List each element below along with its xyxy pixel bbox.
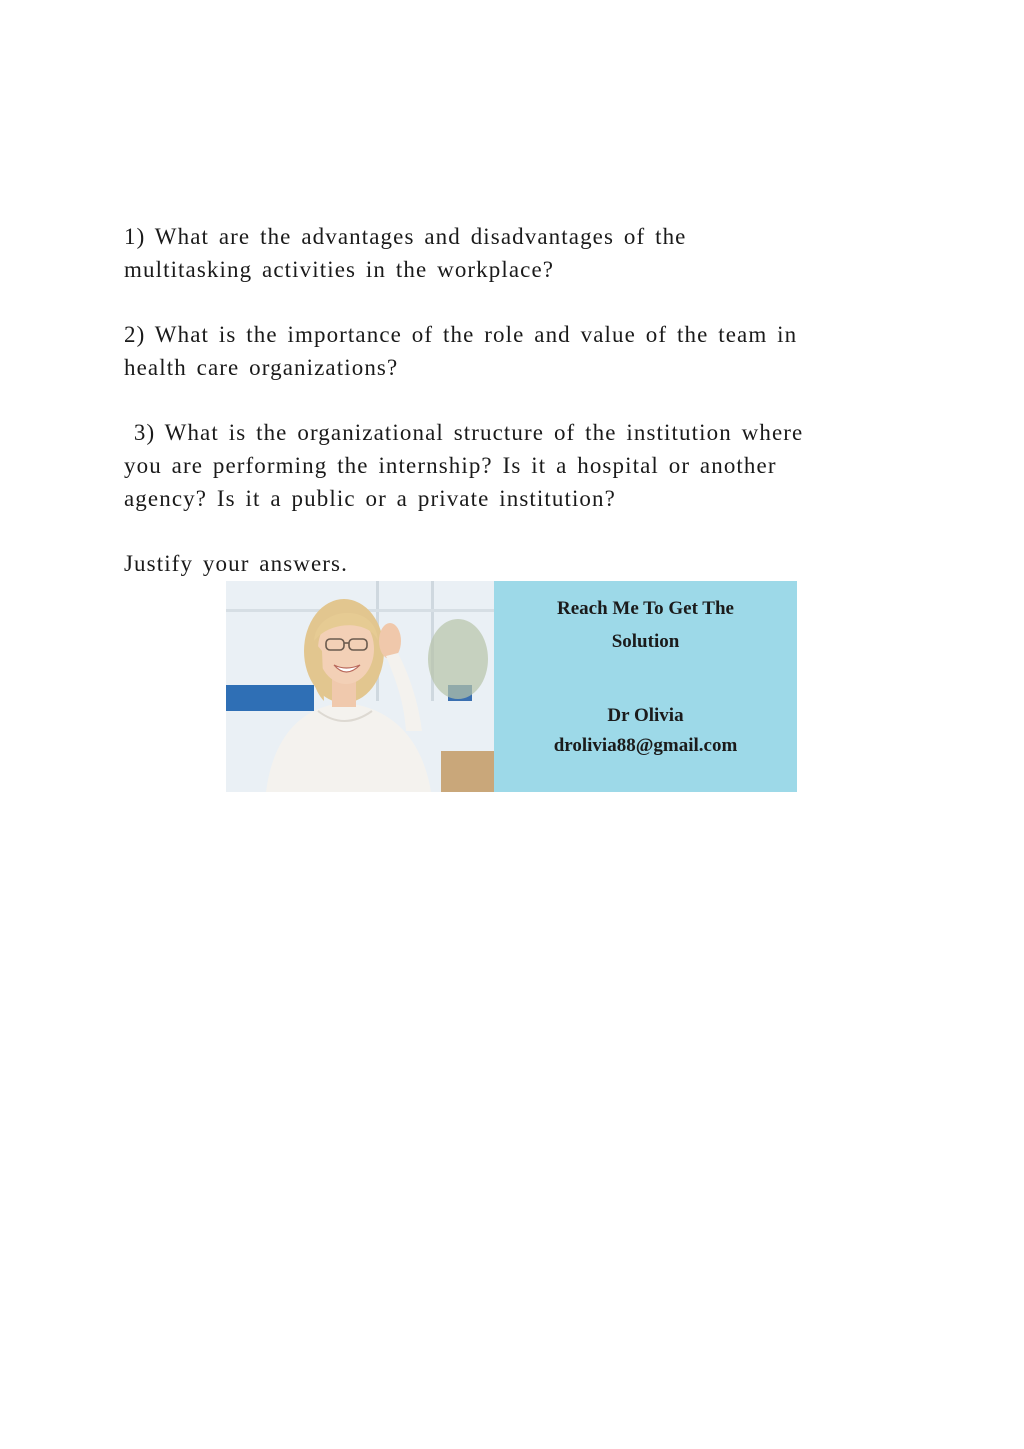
question-3	[124, 416, 914, 515]
banner-headline-line-2: Solution	[611, 631, 680, 652]
banner-contact-name: Dr Olivia	[607, 705, 684, 726]
woman-photo-illustration	[226, 581, 494, 792]
question-1-line-1: 1) What are the advantages and disadvantages of the	[124, 224, 687, 249]
question-2	[124, 318, 914, 384]
banner-headline-line-1: Reach Me To Get The	[557, 598, 734, 619]
closing-instruction	[124, 547, 914, 580]
question-1	[124, 220, 914, 286]
contact-banner[interactable]	[226, 581, 797, 792]
contact-panel	[494, 581, 797, 792]
question-3-line-2: you are performing the internship? Is it a hospital or another	[124, 453, 777, 478]
question-3-line-1: 3) What is the organizational structure of the institution where	[124, 420, 804, 445]
question-3-line-3: agency? Is it a public or a private institution?	[124, 486, 616, 511]
woman-photo	[226, 581, 494, 792]
question-2-line-2: health care organizations?	[124, 355, 399, 380]
banner-contact-email[interactable]: drolivia88@gmail.com	[553, 735, 738, 756]
question-text-block	[124, 220, 914, 580]
question-2-line-1: 2) What is the importance of the role and value of the team in	[124, 322, 798, 347]
question-1-line-2: multitasking activities in the workplace?	[124, 257, 555, 282]
closing-line: Justify your answers.	[124, 551, 348, 576]
